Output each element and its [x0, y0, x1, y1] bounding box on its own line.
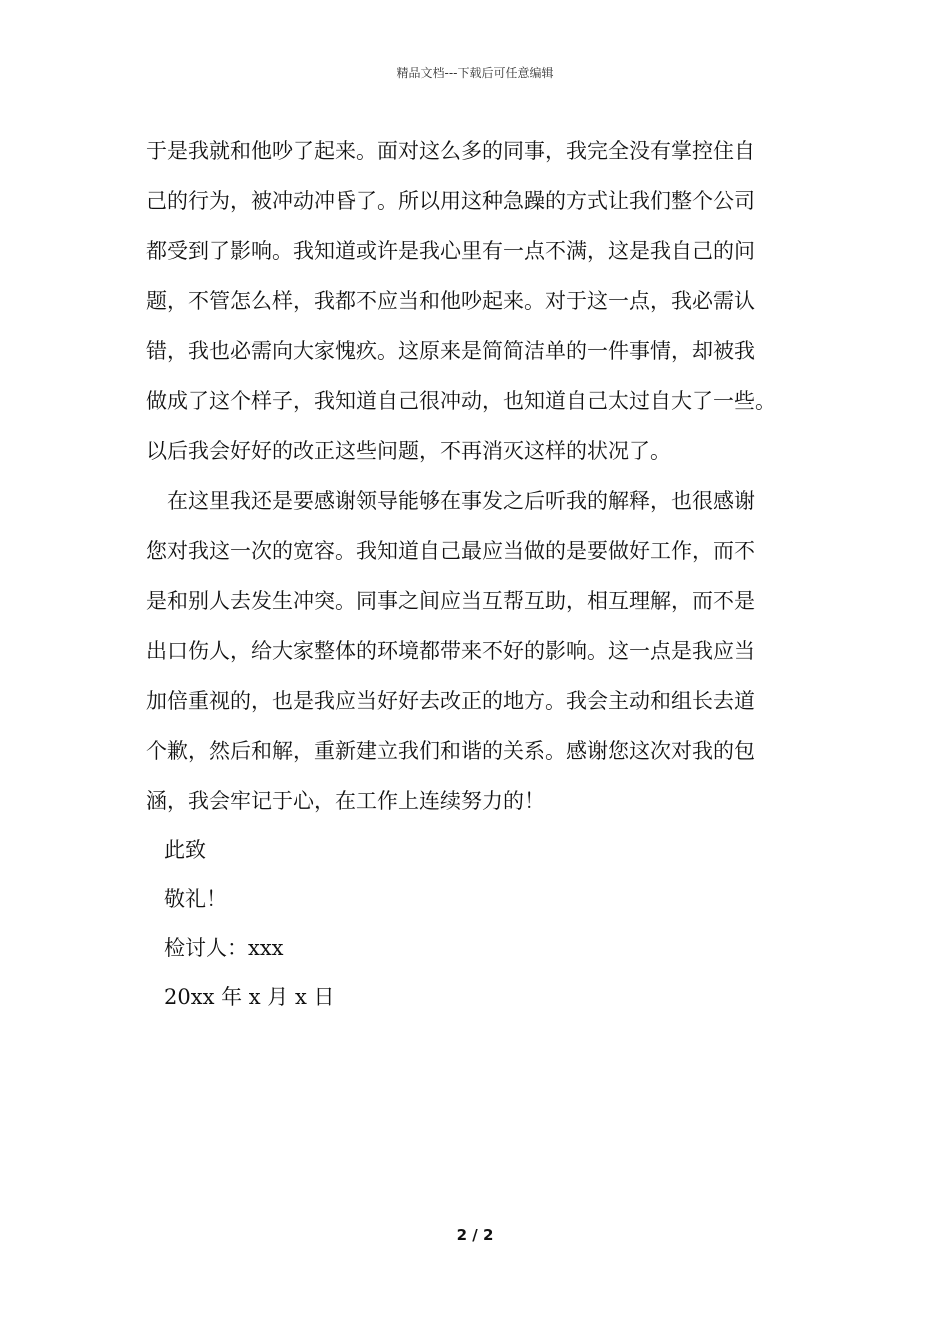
- text-line: 您对我这一次的宽容。我知道自己最应当做的是要做好工作，而不: [146, 539, 755, 563]
- date-line: 20xx 年 x 月 x 日: [164, 985, 335, 1009]
- signer-line: 检讨人：xxx: [164, 936, 284, 960]
- text-line: 出口伤人，给大家整体的环境都带来不好的影响。这一点是我应当: [146, 639, 755, 663]
- page-number: 2 / 2: [456, 1226, 494, 1244]
- paragraph-apology: [146, 126, 818, 476]
- text-line: 是和别人去发生冲突。同事之间应当互帮互助，相互理解，而不是: [146, 589, 755, 613]
- text-line: 涵，我会牢记于心，在工作上连续努力的！: [146, 789, 545, 813]
- closing-regards: 敬礼！: [164, 887, 227, 911]
- text-line: 己的行为，被冲动冲昏了。所以用这种急躁的方式让我们整个公司: [146, 189, 755, 213]
- text-line: 加倍重视的，也是我应当好好去改正的地方。我会主动和组长去道: [146, 689, 755, 713]
- text-line: 做成了这个样子，我知道自己很冲动，也知道自己太过自大了一些。: [146, 389, 776, 413]
- text-line: 题，不管怎么样，我都不应当和他吵起来。对于这一点，我必需认: [146, 289, 755, 313]
- closing-salutation: 此致: [164, 838, 206, 862]
- text-line: 都受到了影响。我知道或许是我心里有一点不满，这是我自己的问: [146, 239, 755, 263]
- text-line: 于是我就和他吵了起来。面对这么多的同事，我完全没有掌控住自: [146, 139, 755, 163]
- text-line: 个歉，然后和解，重新建立我们和谐的关系。感谢您这次对我的包: [146, 739, 755, 763]
- letter-closing: [146, 826, 818, 1022]
- text-line: 在这里我还是要感谢领导能够在事发之后听我的解释，也很感谢: [167, 489, 755, 513]
- page-header: 精品文档---下载后可任意编辑: [396, 66, 554, 80]
- letter-body: [146, 126, 818, 1022]
- text-line: 错，我也必需向大家愧疚。这原来是简简洁单的一件事情，却被我: [146, 339, 755, 363]
- text-line: 以后我会好好的改正这些问题，不再消灭这样的状况了。: [146, 439, 671, 463]
- paragraph-thanks: [146, 476, 818, 826]
